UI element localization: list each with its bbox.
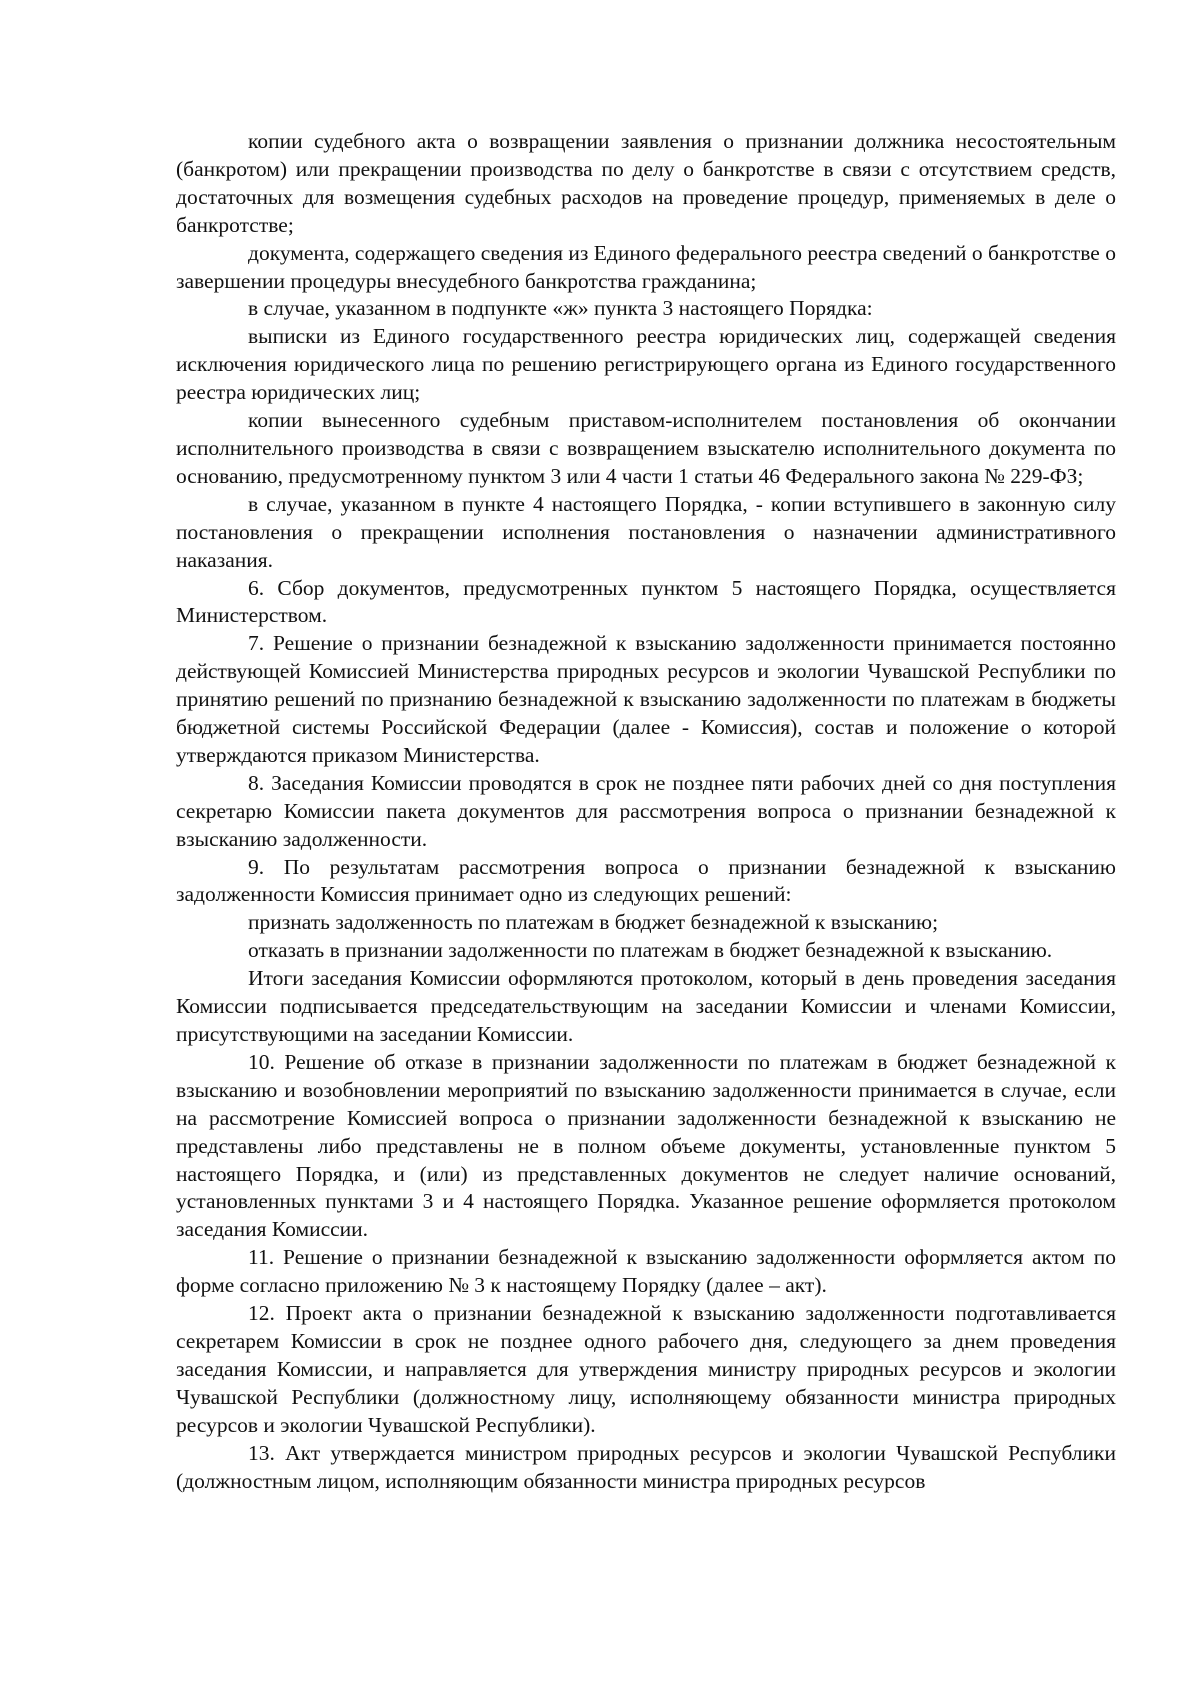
paragraph-bailiff-resolution: копии вынесенного судебным приставом-исполнителем постановления об окончании исполнительного производства в связи с возвращением взыскателю исполнительного документа по основанию, предусмотренному пунктом 3 или 4 части 1 статьи 46 Федерального закона № 229-ФЗ;	[176, 408, 1116, 488]
paragraph-bankruptcy-register: документа, содержащего сведения из Единого федерального реестра сведений о банкротстве о завершении процедуры внесудебного банкротства гражданина;	[176, 240, 1116, 293]
paragraph-point-9: 9. По результатам рассмотрения вопроса о признании безнадежной к взысканию задолженности Комиссия принимает одно из следующих решений:	[176, 854, 1116, 907]
paragraph-decision-refuse: отказать в признании задолженности по платежам в бюджет безнадежной к взысканию.	[248, 938, 1053, 963]
paragraph-point-6: 6. Сбор документов, предусмотренных пунктом 5 настоящего Порядка, осуществляется Министерством.	[176, 575, 1116, 628]
paragraph-point-7: 7. Решение о признании безнадежной к взысканию задолженности принимается постоянно действующей Комиссией Министерства природных ресурсов и экологии Чувашской Республики по принятию решений по признанию безнадежной к взысканию задолженности по платежам в бюджеты бюджетной системы Российской Федерации (далее - Комиссия), состав и положение о которой утверждаются приказом Министерства.	[176, 631, 1116, 767]
paragraph-point-11: 11. Решение о признании безнадежной к взысканию задолженности оформляется актом по форме согласно приложению № 3 к настоящему Порядку (далее – акт).	[176, 1245, 1116, 1298]
document-page	[176, 128, 1116, 1495]
paragraph-meeting-results: Итоги заседания Комиссии оформляются протоколом, который в день проведения заседания Комиссии подписывается председательствующим на заседании Комиссии и членами Комиссии, присутствующими на заседании Комиссии.	[176, 966, 1116, 1046]
paragraph-point-10: 10. Решение об отказе в признании задолженности по платежам в бюджет безнадежной к взысканию и возобновлении мероприятий по взысканию задолженности принимается в случае, если на рассмотрение Комиссией вопроса о признании задолженности безнадежной к взысканию не представлены либо представлены не в полном объеме документы, установленные пунктом 5 настоящего Порядка, и (или) из представленных документов не следует наличие оснований, установленных пунктами 3 и 4 настоящего Порядка. Указанное решение оформляется протоколом заседания Комиссии.	[176, 1049, 1116, 1242]
paragraph-court-act-copy: копии судебного акта о возвращении заявления о признании должника несостоятельным (банкротом) или прекращении производства по делу о банкротстве в связи с отсутствием средств, достаточных для возмещения судебных расходов на проведение процедур, применяемых в деле о банкротстве;	[176, 129, 1116, 237]
paragraph-legal-entity-extract: выписки из Единого государственного реестра юридических лиц, содержащей сведения исключения юридического лица по решению регистрирующего органа из Единого государственного реестра юридических лиц;	[176, 324, 1116, 405]
paragraph-case-point-4: в случае, указанном в пункте 4 настоящего Порядка, - копии вступившего в законную силу постановления о прекращении исполнения постановления о назначении административного наказания.	[176, 491, 1116, 572]
paragraph-decision-recognize: признать задолженность по платежам в бюджет безнадежной к взысканию;	[248, 910, 939, 935]
paragraph-point-12: 12. Проект акта о признании безнадежной к взысканию задолженности подготавливается секретарем Комиссии в срок не позднее одного рабочего дня, следующего за днем проведения заседания Комиссии, и направляется для утверждения министру природных ресурсов и экологии Чувашской Республики (должностному лицу, исполняющему обязанности министра природных ресурсов и экологии Чувашской Республики).	[176, 1301, 1116, 1437]
paragraph-case-subpoint-zh: в случае, указанном в подпункте «ж» пункта 3 настоящего Порядка:	[248, 296, 873, 321]
paragraph-point-8: 8. Заседания Комиссии проводятся в срок не позднее пяти рабочих дней со дня поступления секретарю Комиссии пакета документов для рассмотрения вопроса о признании безнадежной к взысканию задолженности.	[176, 770, 1116, 851]
paragraph-point-13: 13. Акт утверждается министром природных ресурсов и экологии Чувашской Республики (должностным лицом, исполняющим обязанности министра природных ресурсов	[176, 1440, 1116, 1493]
